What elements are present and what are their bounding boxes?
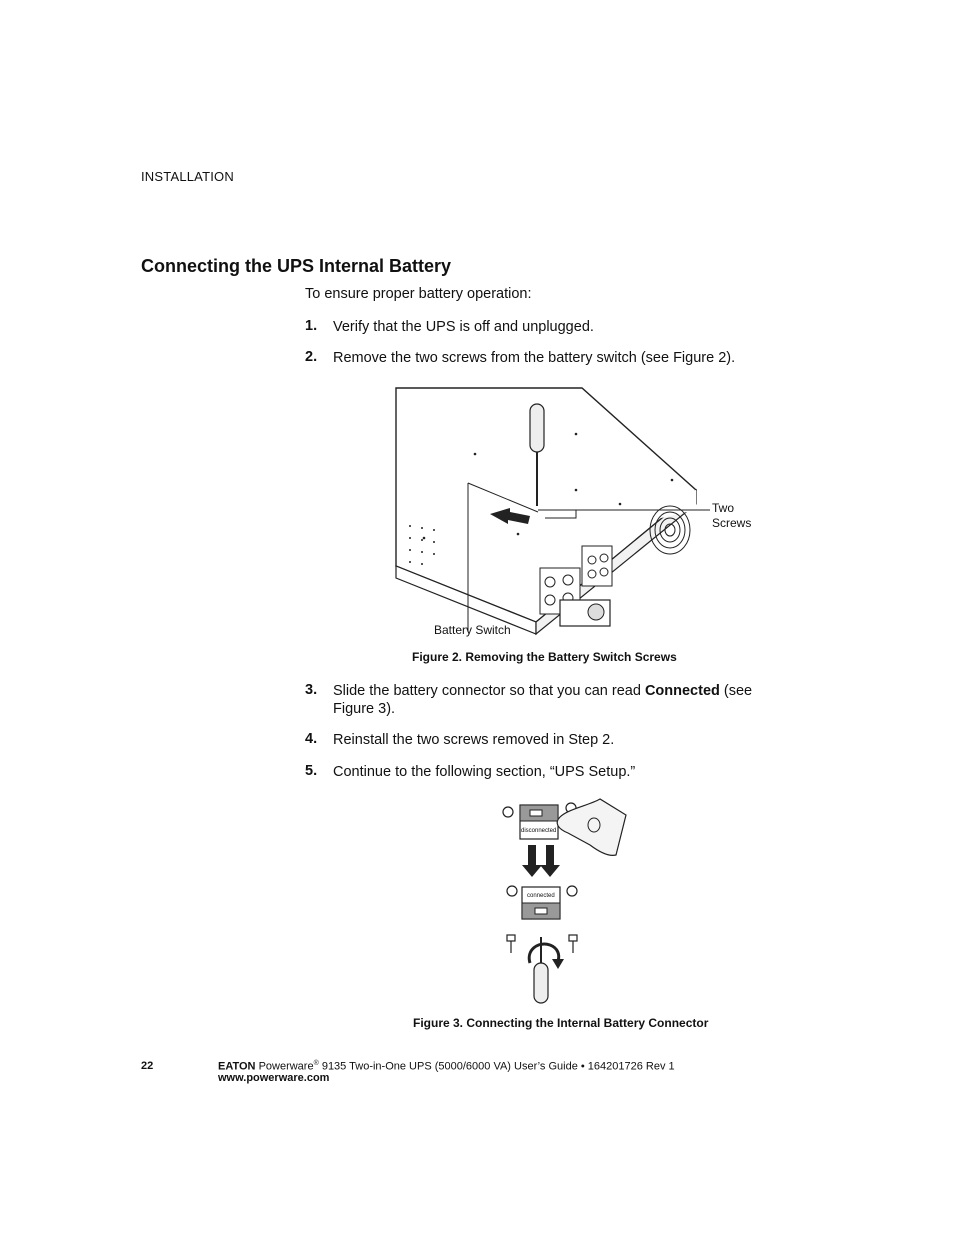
footer-brand: EATON	[218, 1060, 256, 1073]
connected-label: connected	[527, 893, 555, 899]
step-number: 2.	[305, 349, 318, 365]
battery-switch-callout: Battery Switch	[434, 623, 511, 637]
step-number: 1.	[305, 318, 318, 334]
intro-text: To ensure proper battery operation:	[305, 286, 532, 302]
step-text: Continue to the following section, “UPS Setup.”	[333, 764, 636, 780]
connected-emphasis: Connected	[644, 683, 720, 699]
callout-line-2: Screws	[712, 516, 752, 530]
page-number: 22	[141, 1060, 154, 1072]
battery-connector-illustration	[498, 795, 638, 1010]
disconnected-label: disconnected	[521, 828, 557, 834]
section-label: INSTALLATION	[141, 169, 234, 184]
step-text: Slide the battery connector so that you can read Connected (see Figure 3).	[333, 683, 753, 717]
figure-3-caption: Figure 3. Connecting the Internal Battery Connector	[413, 1016, 709, 1030]
footer-title: EATON Powerware® 9135 Two-in-One UPS (5000/6000 VA) User’s Guide • 164201726 Rev 1	[218, 1060, 675, 1073]
page-title: Connecting the UPS Internal Battery	[141, 256, 452, 276]
step-number: 5.	[305, 763, 318, 779]
step-text: Reinstall the two screws removed in Step 2.	[333, 732, 615, 748]
figure-2-caption: Figure 2. Removing the Battery Switch Screws	[412, 650, 677, 664]
step-text: Verify that the UPS is off and unplugged.	[333, 319, 594, 335]
step-text: Remove the two screws from the battery switch (see Figure 2).	[333, 350, 736, 366]
footer-url: www.powerware.com	[218, 1072, 330, 1084]
step-number: 4.	[305, 731, 318, 747]
callout-line-1: Two	[712, 501, 735, 515]
step-number: 3.	[305, 682, 318, 698]
two-screws-callout	[712, 501, 751, 531]
